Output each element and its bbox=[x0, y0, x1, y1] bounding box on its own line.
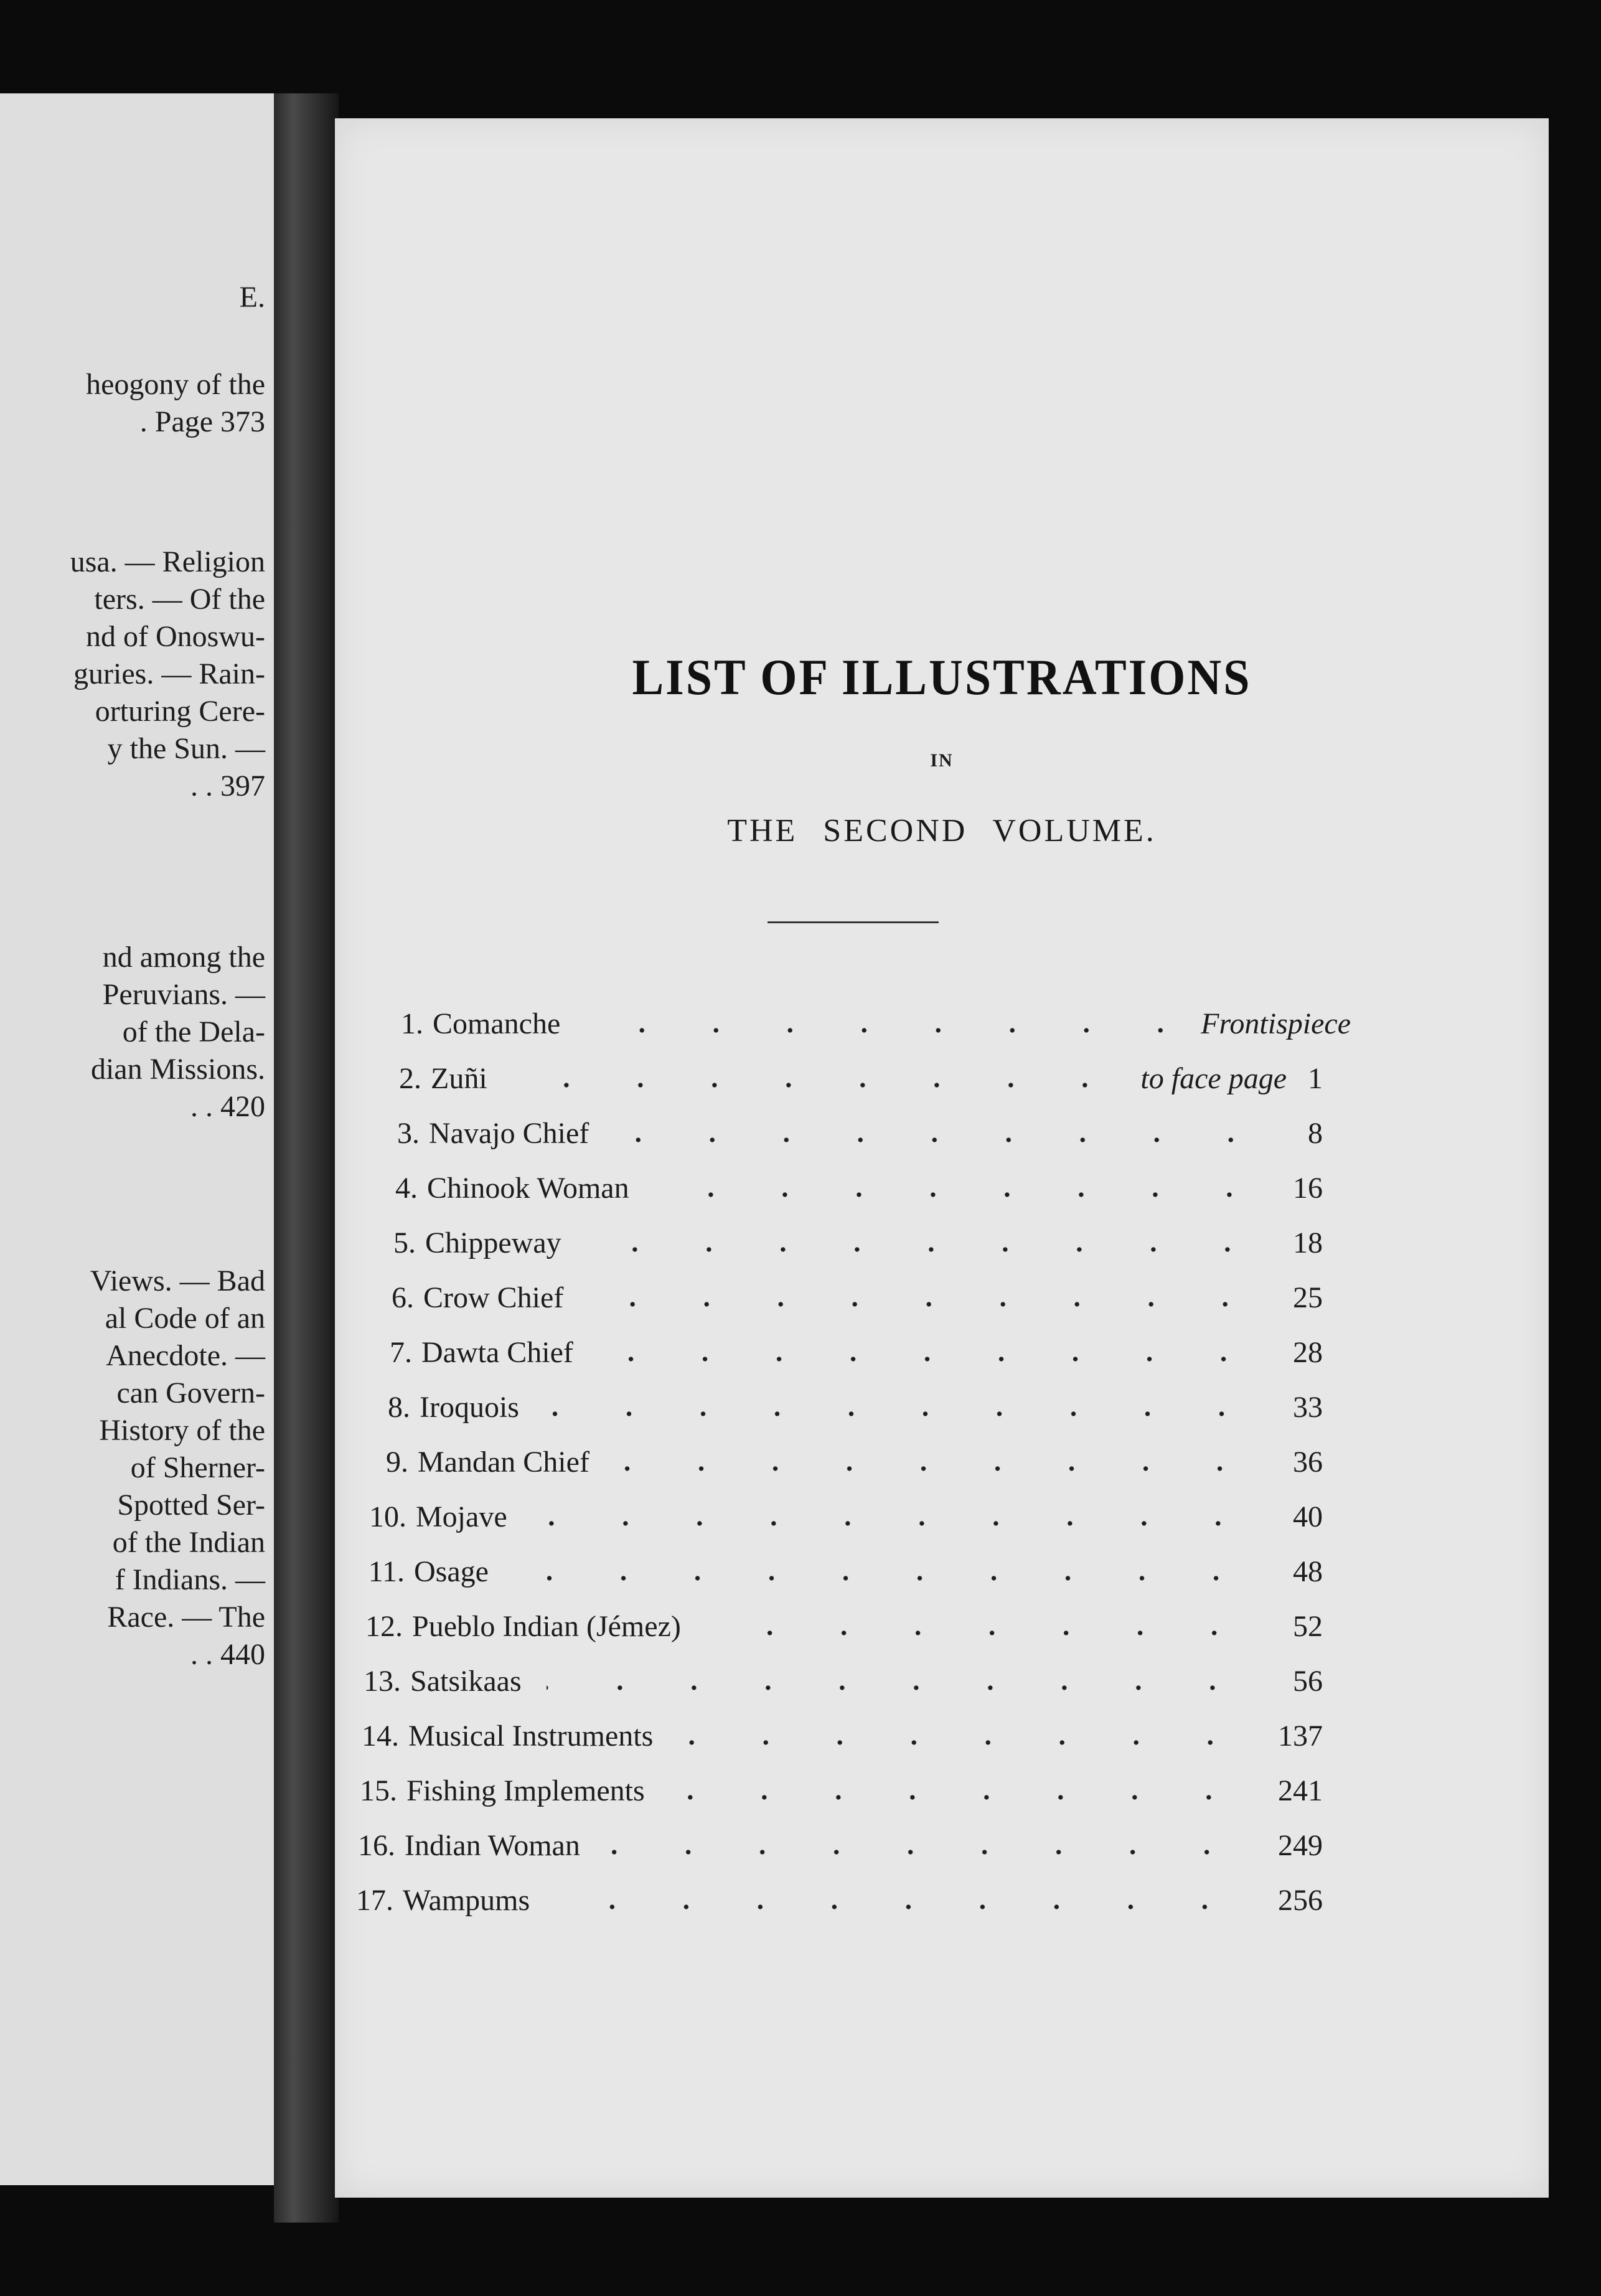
illustration-entry bbox=[349, 1437, 1323, 1487]
facing-page-line: E. bbox=[239, 281, 265, 314]
entry-number: 9. bbox=[386, 1446, 408, 1479]
illustration-entry bbox=[340, 1711, 1323, 1761]
entry-page-number: 25 bbox=[1293, 1281, 1323, 1314]
entry-page-number: 48 bbox=[1293, 1555, 1323, 1588]
illustrations-page bbox=[335, 118, 1549, 2198]
entry-number: 3. bbox=[397, 1117, 420, 1150]
entry-title: Pueblo Indian (Jémez) bbox=[412, 1610, 681, 1643]
page-subtitle: THE SECOND VOLUME. bbox=[727, 813, 1157, 849]
facing-page-line: Anecdote. — bbox=[106, 1339, 265, 1372]
entry-title: Zuñi bbox=[431, 1062, 487, 1095]
illustration-entry bbox=[359, 1164, 1323, 1213]
illustration-entry bbox=[362, 1054, 1323, 1104]
entry-page-number: 256 bbox=[1278, 1884, 1323, 1917]
entry-number: 7. bbox=[390, 1336, 412, 1369]
divider-rule bbox=[768, 921, 939, 923]
facing-page-line: of the Dela- bbox=[122, 1015, 265, 1048]
entry-title: Wampums bbox=[403, 1884, 530, 1917]
leader-dots bbox=[605, 1850, 1259, 1855]
entry-number: 16. bbox=[358, 1829, 395, 1862]
illustration-entry bbox=[353, 1328, 1323, 1378]
entry-page-number: 36 bbox=[1293, 1446, 1323, 1479]
illustration-entry bbox=[364, 999, 1351, 1049]
entry-number: 1. bbox=[401, 1007, 423, 1040]
facing-page-line: heogony of the bbox=[86, 368, 265, 401]
leader-dots bbox=[706, 1630, 1274, 1635]
facing-page-line: y the Sun. — bbox=[107, 732, 265, 765]
entry-page-number: 33 bbox=[1293, 1391, 1323, 1424]
entry-number: 6. bbox=[392, 1281, 414, 1314]
entry-title: Chinook Woman bbox=[427, 1172, 629, 1205]
entry-number: 2. bbox=[399, 1062, 421, 1095]
facing-page-line: Spotted Ser- bbox=[117, 1489, 265, 1522]
leader-dots bbox=[585, 1028, 1179, 1033]
leader-dots bbox=[586, 1247, 1274, 1252]
entry-page-number: 40 bbox=[1293, 1500, 1323, 1533]
entry-title: Mandan Chief bbox=[418, 1446, 589, 1479]
entry-page-number: 137 bbox=[1278, 1720, 1323, 1753]
illustration-entry bbox=[344, 1602, 1323, 1652]
entry-page-value: 1 bbox=[1308, 1062, 1323, 1095]
entry-page-prefix: to face page bbox=[1140, 1062, 1287, 1095]
entry-title: Osage bbox=[414, 1555, 489, 1588]
facing-page-line: Race. — The bbox=[107, 1601, 265, 1634]
facing-page-line: al Code of an bbox=[105, 1302, 265, 1335]
facing-page-line: History of the bbox=[99, 1414, 265, 1447]
illustration-entry bbox=[338, 1766, 1323, 1816]
leader-dots bbox=[555, 1904, 1259, 1909]
facing-page-line: . . 397 bbox=[190, 769, 265, 802]
entry-page-number: 249 bbox=[1278, 1829, 1323, 1862]
entry-title: Musical Instruments bbox=[408, 1720, 654, 1753]
illustration-entry bbox=[334, 1876, 1323, 1926]
illustration-entry bbox=[345, 1547, 1323, 1597]
illustration-entry bbox=[342, 1657, 1323, 1706]
facing-page-line: orturing Cere- bbox=[95, 695, 265, 728]
leader-dots bbox=[547, 1685, 1274, 1690]
entry-title: Mojave bbox=[416, 1500, 507, 1533]
leader-dots bbox=[588, 1302, 1274, 1307]
entry-number: 12. bbox=[365, 1610, 403, 1643]
leader-dots bbox=[614, 1137, 1289, 1142]
facing-page-line: dian Missions. bbox=[90, 1053, 265, 1086]
illustration-entry bbox=[357, 1218, 1323, 1268]
leader-dots bbox=[614, 1466, 1274, 1471]
illustration-entry bbox=[360, 1109, 1323, 1159]
entry-number: 10. bbox=[369, 1500, 406, 1533]
facing-page-line: Peruvians. — bbox=[102, 978, 265, 1011]
leader-dots bbox=[514, 1576, 1274, 1581]
entry-page-number bbox=[1140, 1054, 1323, 1104]
leader-dots bbox=[598, 1357, 1274, 1362]
entry-title: Fishing Implements bbox=[406, 1774, 645, 1807]
leader-dots bbox=[670, 1795, 1259, 1800]
entry-page-number: 241 bbox=[1278, 1774, 1323, 1807]
entry-page-number: 52 bbox=[1293, 1610, 1323, 1643]
in-label: IN bbox=[930, 750, 954, 771]
entry-title: Comanche bbox=[433, 1007, 561, 1040]
facing-page-line: ters. — Of the bbox=[94, 583, 265, 616]
illustration-entry bbox=[355, 1273, 1323, 1323]
facing-page-line: guries. — Rain- bbox=[73, 657, 265, 690]
facing-page-line: of Sherner- bbox=[130, 1451, 265, 1484]
illustration-entry bbox=[336, 1821, 1323, 1871]
book-gutter bbox=[274, 93, 339, 2223]
facing-page-line: can Govern- bbox=[116, 1376, 265, 1409]
facing-page-line: nd among the bbox=[102, 941, 265, 974]
leader-dots bbox=[678, 1740, 1259, 1745]
entry-title: Iroquois bbox=[420, 1391, 519, 1424]
facing-page-line: of the Indian bbox=[112, 1526, 265, 1559]
entry-number: 13. bbox=[364, 1665, 401, 1698]
entry-title: Chippeway bbox=[425, 1226, 561, 1259]
entry-number: 4. bbox=[395, 1172, 418, 1205]
facing-page-line: usa. — Religion bbox=[70, 545, 265, 578]
entry-page-number: Frontispiece bbox=[1201, 1007, 1351, 1040]
entry-number: 15. bbox=[360, 1774, 397, 1807]
leader-dots bbox=[654, 1192, 1274, 1197]
page-title: LIST OF ILLUSTRATIONS bbox=[632, 649, 1252, 706]
illustration-entry bbox=[347, 1492, 1323, 1542]
facing-page bbox=[0, 93, 274, 2185]
entry-title: Crow Chief bbox=[423, 1281, 564, 1314]
entry-page-number: 8 bbox=[1308, 1117, 1323, 1150]
facing-page-line: Views. — Bad bbox=[90, 1264, 265, 1297]
entry-number: 5. bbox=[393, 1226, 416, 1259]
entry-number: 11. bbox=[368, 1555, 405, 1588]
entry-page-number: 16 bbox=[1293, 1172, 1323, 1205]
facing-page-line: . Page 373 bbox=[139, 405, 265, 438]
entry-page-number: 18 bbox=[1293, 1226, 1323, 1259]
leader-dots bbox=[532, 1521, 1274, 1526]
illustration-entry bbox=[351, 1383, 1323, 1433]
entry-number: 14. bbox=[362, 1720, 399, 1753]
facing-page-line: f Indians. — bbox=[115, 1563, 265, 1596]
entry-title: Satsikaas bbox=[410, 1665, 522, 1698]
entry-number: 17. bbox=[356, 1884, 393, 1917]
entry-title: Indian Woman bbox=[405, 1829, 580, 1862]
leader-dots bbox=[544, 1411, 1274, 1416]
entry-title: Dawta Chief bbox=[421, 1336, 573, 1369]
facing-page-line: nd of Onoswu- bbox=[86, 620, 265, 653]
facing-page-line: . . 440 bbox=[190, 1638, 265, 1671]
entry-page-number: 56 bbox=[1293, 1665, 1323, 1698]
entry-page-number: 28 bbox=[1293, 1336, 1323, 1369]
entry-number: 8. bbox=[388, 1391, 410, 1424]
entry-title: Navajo Chief bbox=[429, 1117, 589, 1150]
facing-page-line: . . 420 bbox=[190, 1090, 265, 1123]
leader-dots bbox=[512, 1083, 1122, 1088]
